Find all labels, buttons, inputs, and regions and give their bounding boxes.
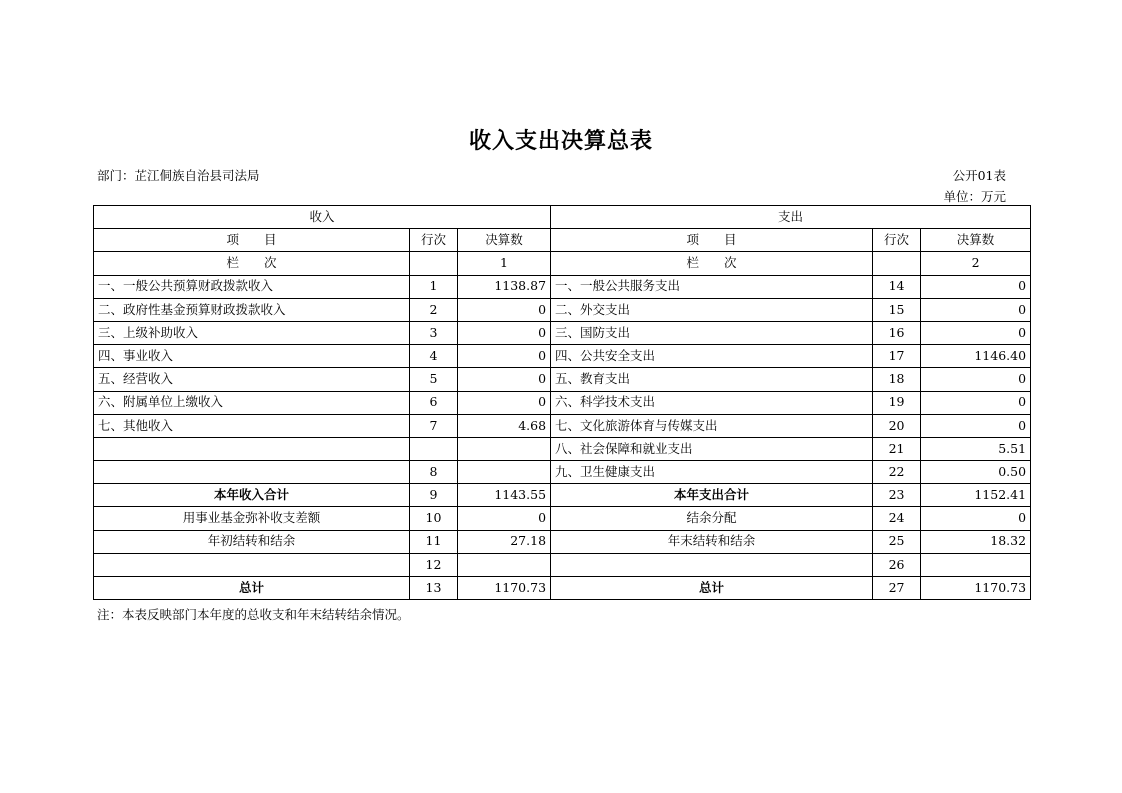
income-line-no: 8 bbox=[410, 461, 458, 484]
expense-line-no: 15 bbox=[873, 298, 921, 321]
unit-label: 单位：万元 bbox=[943, 189, 1006, 204]
expense-amount: 5.51 bbox=[921, 437, 1031, 460]
expense-line-no: 20 bbox=[873, 414, 921, 437]
expense-item: 结余分配 bbox=[551, 507, 873, 530]
income-line-no: 10 bbox=[410, 507, 458, 530]
expense-amount: 1170.73 bbox=[921, 577, 1031, 600]
income-line-no: 9 bbox=[410, 484, 458, 507]
income-amount: 0 bbox=[458, 345, 551, 368]
adjustment-row bbox=[94, 553, 1031, 576]
income-amount: 4.68 bbox=[458, 414, 551, 437]
income-line-no: 3 bbox=[410, 321, 458, 344]
income-column-index: 1 bbox=[458, 252, 551, 275]
empty-cell bbox=[410, 252, 458, 275]
expense-item: 六、科学技术支出 bbox=[551, 391, 873, 414]
expense-header: 支出 bbox=[551, 206, 1031, 229]
expense-item-header: 项 目 bbox=[551, 229, 873, 252]
expense-item: 七、文化旅游体育与传媒支出 bbox=[551, 414, 873, 437]
summary-table bbox=[93, 205, 1031, 600]
expense-line-no: 16 bbox=[873, 321, 921, 344]
income-line-no: 7 bbox=[410, 414, 458, 437]
income-amount: 0 bbox=[458, 321, 551, 344]
empty-cell bbox=[873, 252, 921, 275]
expense-line-no: 24 bbox=[873, 507, 921, 530]
table-row bbox=[94, 437, 1031, 460]
income-item: 四、事业收入 bbox=[94, 345, 410, 368]
income-line-no: 11 bbox=[410, 530, 458, 553]
table-row bbox=[94, 275, 1031, 298]
form-number: 公开01表 bbox=[952, 168, 1006, 183]
expense-amount: 1146.40 bbox=[921, 345, 1031, 368]
income-amount: 0 bbox=[458, 368, 551, 391]
table-row bbox=[94, 345, 1031, 368]
expense-amount: 0 bbox=[921, 275, 1031, 298]
income-line-no: 1 bbox=[410, 275, 458, 298]
page-title: 收入支出决算总表 bbox=[468, 129, 653, 154]
income-amount: 27.18 bbox=[458, 530, 551, 553]
expense-amount: 0 bbox=[921, 368, 1031, 391]
expense-item: 一、一般公共服务支出 bbox=[551, 275, 873, 298]
expense-amount: 0 bbox=[921, 298, 1031, 321]
income-amount: 0 bbox=[458, 507, 551, 530]
income-header: 收入 bbox=[94, 206, 551, 229]
income-item bbox=[94, 461, 410, 484]
department-label: 部门：芷江侗族自治县司法局 bbox=[97, 168, 260, 183]
expense-line-no: 23 bbox=[873, 484, 921, 507]
table-row bbox=[94, 414, 1031, 437]
income-item: 五、经营收入 bbox=[94, 368, 410, 391]
income-item: 一、一般公共预算财政拨款收入 bbox=[94, 275, 410, 298]
income-item: 七、其他收入 bbox=[94, 414, 410, 437]
expense-line-no: 17 bbox=[873, 345, 921, 368]
expense-amount: 0 bbox=[921, 391, 1031, 414]
expense-item: 三、国防支出 bbox=[551, 321, 873, 344]
expense-line-no: 14 bbox=[873, 275, 921, 298]
income-amount: 1143.55 bbox=[458, 484, 551, 507]
table-subheader-row bbox=[94, 229, 1031, 252]
expense-item: 总计 bbox=[551, 577, 873, 600]
income-amount: 1138.87 bbox=[458, 275, 551, 298]
income-amount bbox=[458, 461, 551, 484]
expense-item: 八、社会保障和就业支出 bbox=[551, 437, 873, 460]
expense-column-index: 2 bbox=[921, 252, 1031, 275]
table-row bbox=[94, 321, 1031, 344]
subtotal-row bbox=[94, 484, 1031, 507]
expense-amount: 0 bbox=[921, 321, 1031, 344]
income-item: 总计 bbox=[94, 577, 410, 600]
income-line-no: 12 bbox=[410, 553, 458, 576]
income-amount: 0 bbox=[458, 298, 551, 321]
income-line-no: 13 bbox=[410, 577, 458, 600]
expense-item: 五、教育支出 bbox=[551, 368, 873, 391]
footnote: 注：本表反映部门本年度的总收支和年末结转结余情况。 bbox=[97, 607, 410, 622]
table-row bbox=[94, 461, 1031, 484]
expense-amount: 18.32 bbox=[921, 530, 1031, 553]
income-line-no: 6 bbox=[410, 391, 458, 414]
expense-line-no: 25 bbox=[873, 530, 921, 553]
income-amount: 0 bbox=[458, 391, 551, 414]
income-line-no: 2 bbox=[410, 298, 458, 321]
expense-item bbox=[551, 553, 873, 576]
income-item: 本年收入合计 bbox=[94, 484, 410, 507]
expense-item: 年末结转和结余 bbox=[551, 530, 873, 553]
income-item: 三、上级补助收入 bbox=[94, 321, 410, 344]
table-row bbox=[94, 391, 1031, 414]
expense-line-no: 19 bbox=[873, 391, 921, 414]
income-line-no: 4 bbox=[410, 345, 458, 368]
income-item: 用事业基金弥补收支差额 bbox=[94, 507, 410, 530]
expense-item: 本年支出合计 bbox=[551, 484, 873, 507]
income-item-header: 项 目 bbox=[94, 229, 410, 252]
expense-amount: 0.50 bbox=[921, 461, 1031, 484]
column-index-row bbox=[94, 252, 1031, 275]
income-item: 六、附属单位上缴收入 bbox=[94, 391, 410, 414]
total-row bbox=[94, 577, 1031, 600]
expense-lineno-header: 行次 bbox=[873, 229, 921, 252]
expense-amount: 0 bbox=[921, 414, 1031, 437]
expense-column-label: 栏 次 bbox=[551, 252, 873, 275]
expense-item: 二、外交支出 bbox=[551, 298, 873, 321]
income-lineno-header: 行次 bbox=[410, 229, 458, 252]
expense-item: 九、卫生健康支出 bbox=[551, 461, 873, 484]
expense-line-no: 18 bbox=[873, 368, 921, 391]
expense-line-no: 26 bbox=[873, 553, 921, 576]
expense-line-no: 21 bbox=[873, 437, 921, 460]
income-item bbox=[94, 553, 410, 576]
income-line-no bbox=[410, 437, 458, 460]
table-row bbox=[94, 368, 1031, 391]
income-item: 年初结转和结余 bbox=[94, 530, 410, 553]
income-item bbox=[94, 437, 410, 460]
adjustment-row bbox=[94, 507, 1031, 530]
expense-amount-header: 决算数 bbox=[921, 229, 1031, 252]
expense-line-no: 22 bbox=[873, 461, 921, 484]
income-line-no: 5 bbox=[410, 368, 458, 391]
expense-line-no: 27 bbox=[873, 577, 921, 600]
table-header-row bbox=[94, 206, 1031, 229]
income-amount: 1170.73 bbox=[458, 577, 551, 600]
expense-item: 四、公共安全支出 bbox=[551, 345, 873, 368]
income-amount bbox=[458, 553, 551, 576]
expense-amount: 0 bbox=[921, 507, 1031, 530]
adjustment-row bbox=[94, 530, 1031, 553]
income-column-label: 栏 次 bbox=[94, 252, 410, 275]
income-amount bbox=[458, 437, 551, 460]
table-row bbox=[94, 298, 1031, 321]
income-amount-header: 决算数 bbox=[458, 229, 551, 252]
expense-amount: 1152.41 bbox=[921, 484, 1031, 507]
income-item: 二、政府性基金预算财政拨款收入 bbox=[94, 298, 410, 321]
expense-amount bbox=[921, 553, 1031, 576]
